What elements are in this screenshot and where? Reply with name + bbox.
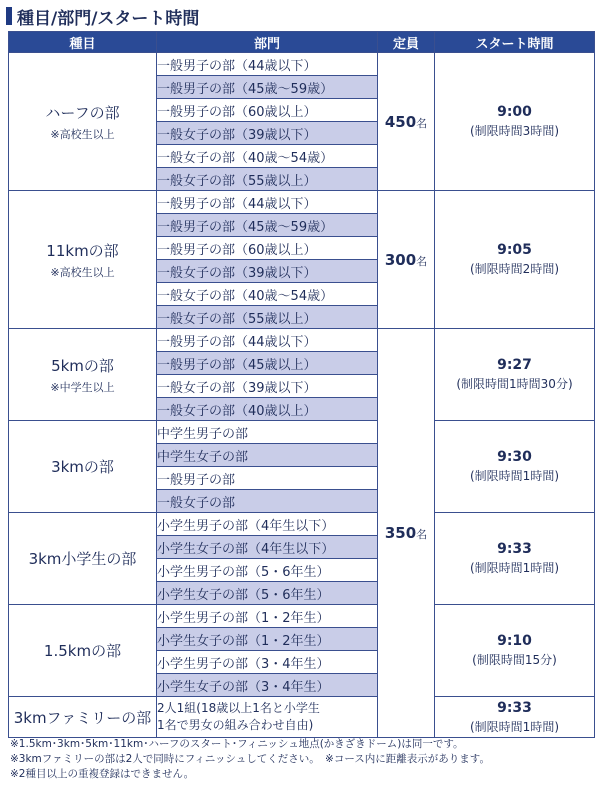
division-cell: 中学生女子の部 <box>157 444 378 467</box>
header-start: スタート時間 <box>435 32 595 53</box>
division-cell: 一般男子の部（44歳以下） <box>157 329 378 352</box>
category-cell <box>9 53 157 191</box>
note-line: ※3kmファミリーの部は2人で同時にフィニッシュしてください。 ※コース内に距離表示があります。 <box>10 753 490 765</box>
table-row-family <box>9 697 595 738</box>
start-time: 9:05 <box>497 242 532 258</box>
schedule-table <box>8 31 595 738</box>
category-name: 11kmの部 <box>46 241 119 260</box>
start-time: 9:00 <box>497 104 532 120</box>
category-cell <box>9 329 157 421</box>
category-name: 3kmの部 <box>51 458 114 476</box>
start-time-cell <box>435 191 595 329</box>
division-cell: 小学生男子の部（5・6年生） <box>157 559 378 582</box>
division-cell: 小学生女子の部（1・2年生） <box>157 628 378 651</box>
division-cell: 一般女子の部（39歳以下） <box>157 375 378 398</box>
division-cell: 小学生男子の部（1・2年生） <box>157 605 378 628</box>
capacity-unit: 名 <box>416 528 428 541</box>
time-limit: (制限時間1時間) <box>470 469 559 483</box>
division-cell: 一般女子の部（39歳以下） <box>157 122 378 145</box>
division-cell: 一般男子の部（60歳以上） <box>157 99 378 122</box>
division-cell: 一般女子の部（40歳～54歳） <box>157 283 378 306</box>
division-cell: 小学生女子の部（4年生以下） <box>157 536 378 559</box>
capacity-number: 350 <box>384 524 417 542</box>
capacity-number: 300 <box>384 250 417 269</box>
table-row <box>9 513 595 536</box>
division-cell: 一般女子の部（55歳以上） <box>157 168 378 191</box>
division-cell: 中学生男子の部 <box>157 421 378 444</box>
start-time-cell <box>435 697 595 738</box>
start-time-cell <box>435 605 595 697</box>
division-cell: 一般男子の部（45歳～59歳） <box>157 214 378 237</box>
category-cell <box>9 421 157 513</box>
start-time-cell <box>435 53 595 191</box>
time-limit: (制限時間1時間) <box>470 561 559 575</box>
family-rule-line: 2人1組(18歳以上1名と小学生 <box>157 701 320 715</box>
start-time-cell <box>435 329 595 421</box>
page-title <box>6 4 199 28</box>
division-cell: 一般男子の部（45歳以上） <box>157 352 378 375</box>
start-time: 9:30 <box>497 449 532 465</box>
start-time: 9:33 <box>497 541 532 557</box>
division-cell: 一般女子の部（40歳～54歳） <box>157 145 378 168</box>
division-cell: 一般男子の部 <box>157 467 378 490</box>
category-eligibility: ※中学生以上 <box>50 380 115 394</box>
capacity-unit: 名 <box>416 254 428 268</box>
time-limit: (制限時間2時間) <box>470 262 559 276</box>
start-time: 9:33 <box>497 699 532 716</box>
capacity-cell <box>378 53 435 191</box>
start-time-cell <box>435 513 595 605</box>
capacity-cell <box>378 191 435 329</box>
start-time-cell <box>435 421 595 513</box>
table-row <box>9 191 595 214</box>
division-cell: 一般女子の部（55歳以上） <box>157 306 378 329</box>
table-row <box>9 421 595 444</box>
division-cell: 一般男子の部（44歳以下） <box>157 191 378 214</box>
category-eligibility: ※高校生以上 <box>50 127 115 141</box>
header-capacity: 定員 <box>378 32 435 53</box>
capacity-unit: 名 <box>416 116 428 130</box>
division-cell: 一般女子の部（40歳以上） <box>157 398 378 421</box>
note-line: ※1.5km･3km･5km･11km･ハーフのスタート･フィニッシュ地点(かきざきドーム)は同一です。 <box>10 738 464 750</box>
category-cell <box>9 191 157 329</box>
division-cell: 一般女子の部 <box>157 490 378 513</box>
division-cell: 一般男子の部（45歳～59歳） <box>157 76 378 99</box>
division-cell: 一般男子の部（44歳以下） <box>157 53 378 76</box>
family-rule-line: 1名で男女の組み合わせ自由) <box>157 718 314 732</box>
category-name: 5kmの部 <box>51 356 114 375</box>
family-division-cell <box>157 697 378 738</box>
page-title-text: 種目/部門/スタート時間 <box>17 8 200 29</box>
division-cell: 小学生女子の部（5・6年生） <box>157 582 378 605</box>
table-row <box>9 329 595 352</box>
category-eligibility: ※高校生以上 <box>50 265 115 279</box>
division-cell: 小学生男子の部（3・4年生） <box>157 651 378 674</box>
start-time: 9:27 <box>497 357 532 373</box>
capacity-cell <box>378 329 435 738</box>
division-cell: 一般男子の部（60歳以上） <box>157 237 378 260</box>
header-division: 部門 <box>157 32 378 53</box>
notes <box>10 737 490 782</box>
schedule-body <box>9 53 595 738</box>
note-line: ※2種目以上の重複登録はできません。 <box>10 768 195 780</box>
category-name: 1.5kmの部 <box>43 642 122 660</box>
category-cell <box>9 513 157 605</box>
category-name: ハーフの部 <box>45 103 120 122</box>
division-cell: 小学生女子の部（3・4年生） <box>157 674 378 697</box>
title-bar-icon <box>6 7 12 25</box>
time-limit: (制限時間1時間30分) <box>456 377 573 391</box>
capacity-number: 450 <box>384 112 417 131</box>
division-cell: 一般女子の部（39歳以下） <box>157 260 378 283</box>
category-name: 3km小学生の部 <box>28 550 137 568</box>
time-limit: (制限時間1時間) <box>470 719 559 734</box>
start-time: 9:10 <box>497 633 532 649</box>
time-limit: (制限時間3時間) <box>470 124 559 138</box>
header-category: 種目 <box>9 32 157 53</box>
time-limit: (制限時間15分) <box>472 653 557 667</box>
table-row <box>9 605 595 628</box>
category-cell <box>9 605 157 697</box>
header-row <box>9 32 595 53</box>
division-cell: 小学生男子の部（4年生以下） <box>157 513 378 536</box>
table-row <box>9 53 595 76</box>
category-name: 3kmファミリーの部 <box>13 708 152 727</box>
category-cell <box>9 697 157 738</box>
